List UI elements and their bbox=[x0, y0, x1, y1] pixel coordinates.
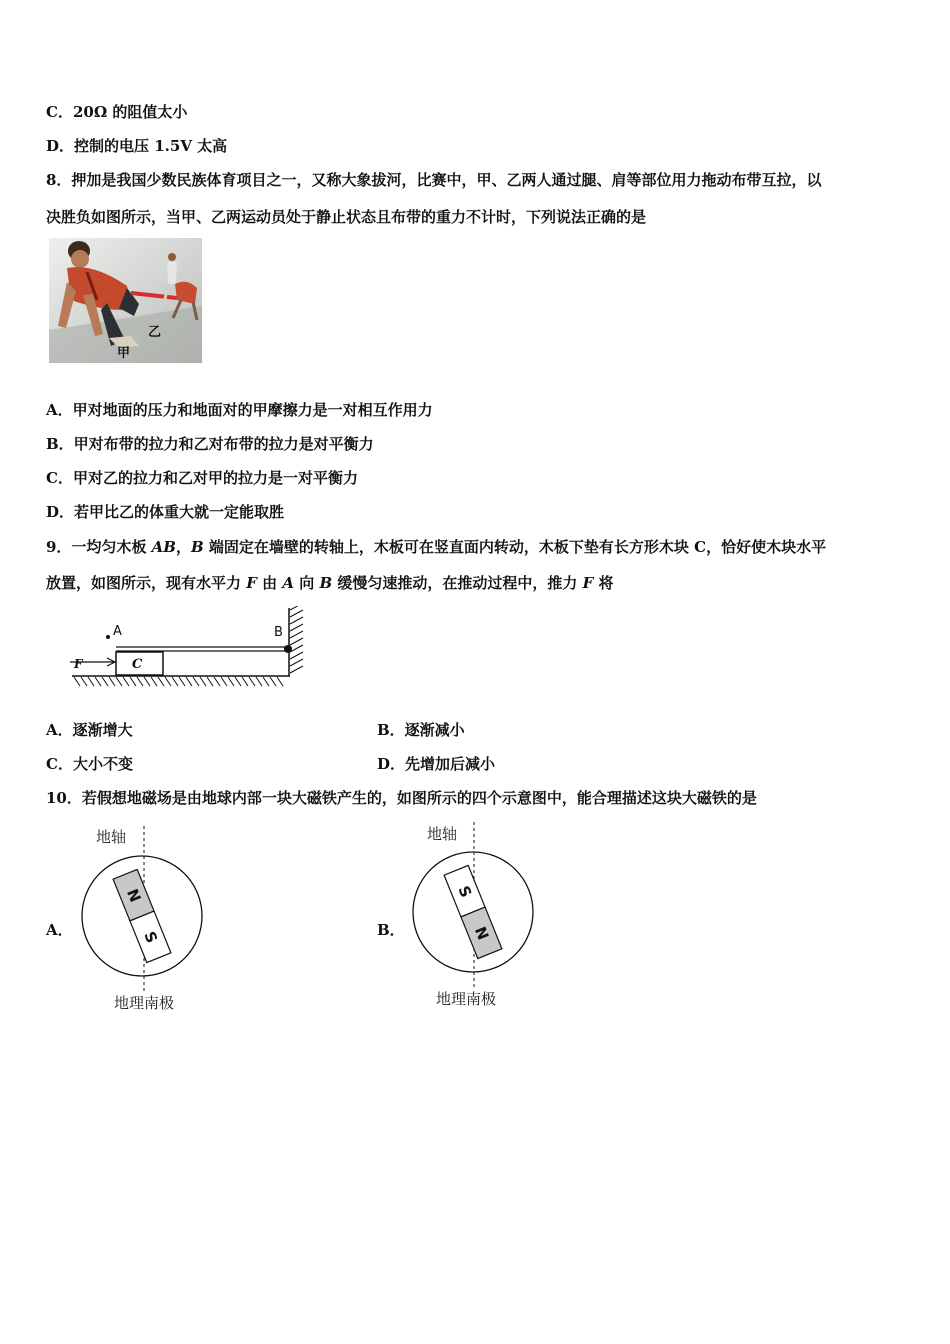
q9-stem-text: 将 bbox=[593, 574, 614, 592]
q9-stem-text: 放置，如图所示，现有水平力 bbox=[46, 574, 247, 592]
q10-option-b-label: B． bbox=[377, 921, 405, 939]
q9-option-d: D．先增加后减小 bbox=[377, 755, 496, 773]
q9-stem-text: 9．一均匀木板 bbox=[46, 538, 152, 556]
q9-stem-text: ， bbox=[176, 538, 192, 556]
q8-photo-label-jia: 甲 bbox=[117, 346, 131, 361]
q10-a-pole-label: 地理南极 bbox=[114, 994, 175, 1012]
q9-stem-text: 由 bbox=[256, 574, 283, 592]
q9-stem-ab: AB bbox=[151, 538, 176, 556]
q8-stem-line2: 决胜负如图所示，当甲、乙两运动员处于静止状态且布带的重力不计时，下列说法正确的是 bbox=[46, 208, 647, 226]
q9-label-a: A bbox=[113, 624, 122, 639]
q9-label-b: B bbox=[274, 625, 283, 640]
q10-figure-a bbox=[80, 826, 205, 991]
q8-photo-label-yi: 乙 bbox=[148, 325, 162, 340]
q10-stem: 10．若假想地磁场是由地球内部一块大磁铁产生的，如图所示的四个示意图中，能合理描述这块大磁铁的是 bbox=[46, 789, 757, 807]
q8-option-c: C．甲对乙的拉力和乙对甲的拉力是一对平衡力 bbox=[46, 469, 358, 487]
q10-figure-a-graphic bbox=[80, 826, 205, 991]
q9-figure-graphic bbox=[60, 606, 310, 698]
q9-stem-b: B bbox=[319, 574, 333, 592]
q9-stem-b: B bbox=[191, 538, 204, 556]
q9-stem-line1 bbox=[46, 537, 826, 557]
q9-stem-a: A bbox=[282, 574, 294, 592]
q8-photo-graphic bbox=[49, 238, 202, 363]
q10-a-north-label: N bbox=[123, 886, 145, 905]
q9-stem-text: 向 bbox=[293, 574, 320, 592]
q9-stem-f: F bbox=[246, 574, 257, 592]
q9-option-b: B．逐渐减小 bbox=[377, 721, 465, 739]
q10-b-pole-label: 地理南极 bbox=[436, 990, 497, 1008]
q10-figure-b-graphic bbox=[412, 822, 537, 987]
q9-stem-f: F bbox=[582, 574, 594, 592]
q8-stem-line1: 8．押加是我国少数民族体育项目之一，又称大象拔河，比赛中，甲、乙两人通过腿、肩等部位用力拖动布带互拉，以 bbox=[46, 171, 822, 189]
q8-option-b: B．甲对布带的拉力和乙对布带的拉力是对平衡力 bbox=[46, 435, 374, 453]
q9-option-a: A．逐渐增大 bbox=[46, 721, 133, 739]
q10-b-north-label: N bbox=[470, 924, 493, 943]
q7-option-d: D．控制的电压 1.5V 太高 bbox=[46, 137, 228, 155]
q10-a-south-label: S bbox=[140, 928, 161, 946]
q10-option-a-label: A． bbox=[46, 921, 73, 939]
q9-stem-line2 bbox=[46, 573, 613, 593]
q8-photo bbox=[49, 238, 202, 363]
q10-b-south-label: S bbox=[454, 883, 476, 900]
q10-a-axis-label: 地轴 bbox=[96, 828, 127, 846]
q10-b-axis-label: 地轴 bbox=[427, 825, 458, 843]
q10-figure-b bbox=[412, 822, 537, 987]
q9-figure bbox=[60, 606, 310, 698]
q9-stem-text: 端固定在墙壁的转轴上，木板可在竖直面内转动，木板下垫有长方形木块 C，恰好使木块水平 bbox=[203, 538, 827, 556]
q9-label-f: F bbox=[74, 657, 83, 671]
q8-option-a: A．甲对地面的压力和地面对的甲摩擦力是一对相互作用力 bbox=[46, 401, 433, 419]
q9-option-c: C．大小不变 bbox=[46, 755, 133, 773]
q7-option-c: C．20Ω 的阻值太小 bbox=[46, 103, 188, 121]
q9-label-c: C bbox=[132, 657, 143, 672]
q8-option-d: D．若甲比乙的体重大就一定能取胜 bbox=[46, 503, 285, 521]
q9-stem-text: 缓慢匀速推动，在推动过程中，推力 bbox=[332, 574, 583, 592]
